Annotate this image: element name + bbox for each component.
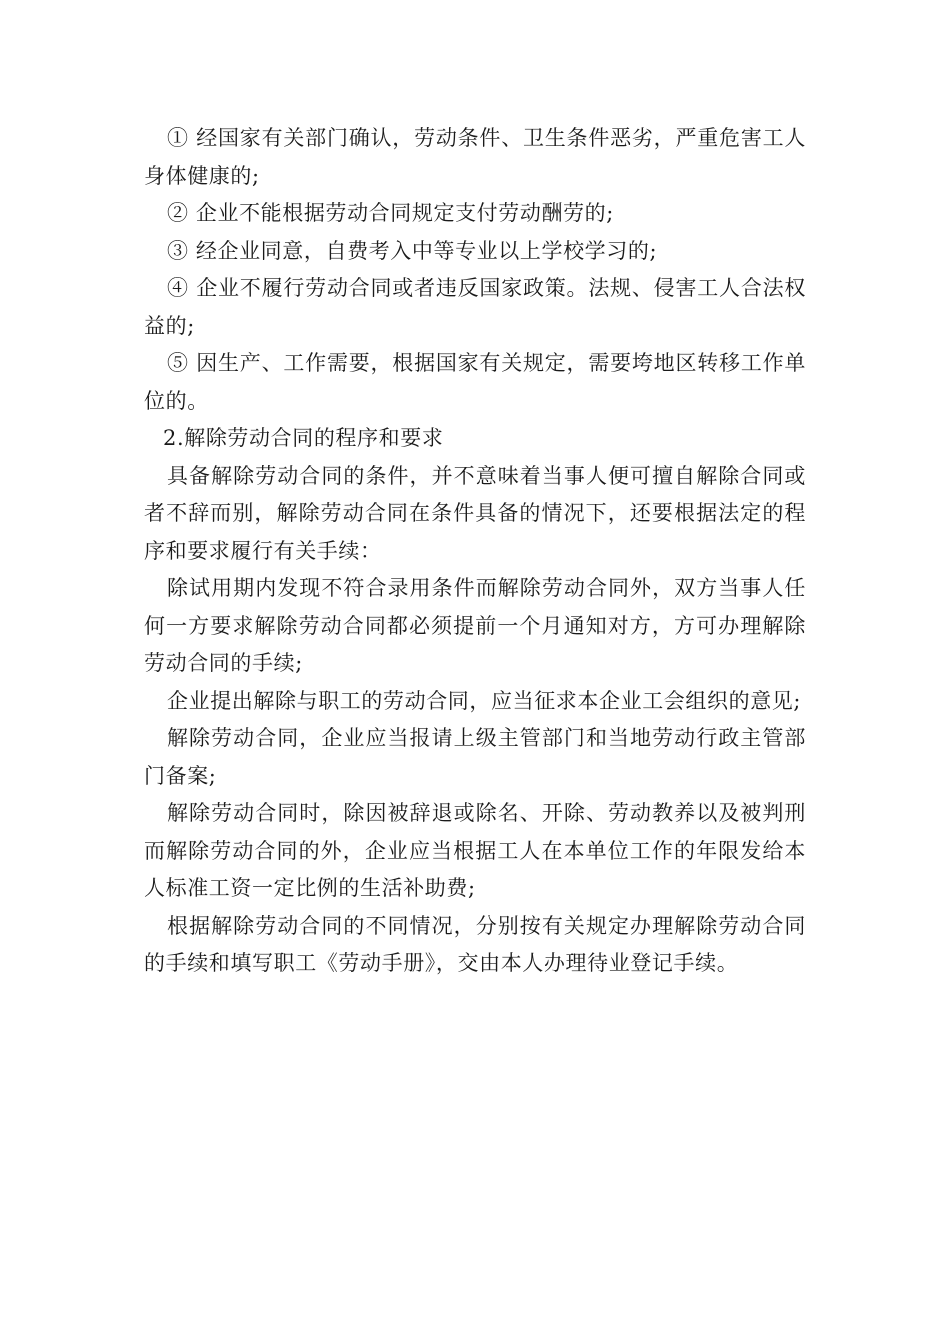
section-heading: 2.解除劳动合同的程序和要求 [163,426,444,450]
list-item-1: ① 经国家有关部门确认，劳动条件、卫生条件恶劣，严重危害工人身体健康的; [144,126,806,188]
paragraph-subsidy: 解除劳动合同时，除因被辞退或除名、开除、劳动教养以及被判刑而解除劳动合同的外，企业应当根据工人在本单位工作的年限发给本人标准工资一定比例的生活补助费; [144,801,806,900]
paragraph-intro: 具备解除劳动合同的条件，并不意味着当事人便可擅自解除合同或者不辞而别，解除劳动合同在条件具备的情况下，还要根据法定的程序和要求履行有关手续： [144,463,806,563]
paragraph-notice: 除试用期内发现不符合录用条件而解除劳动合同外，双方当事人任何一方要求解除劳动合同都必须提前一个月通知对方，方可办理解除劳动合同的手续; [144,576,806,675]
list-item-5: ⑤ 因生产、工作需要，根据国家有关规定，需要垮地区转移工作单位的。 [144,351,806,413]
paragraph-procedure: 根据解除劳动合同的不同情况，分别按有关规定办理解除劳动合同的手续和填写职工《劳动手册》，交由本人办理待业登记手续。 [144,913,806,975]
list-item-4: ④ 企业不履行劳动合同或者违反国家政策。法规、侵害工人合法权益的; [144,276,806,338]
paragraph-union: 企业提出解除与职工的劳动合同，应当征求本企业工会组织的意见; [167,688,802,713]
list-item-2: ② 企业不能根据劳动合同规定支付劳动酬劳的; [167,201,614,225]
paragraph-filing: 解除劳动合同，企业应当报请上级主管部门和当地劳动行政主管部门备案; [144,726,806,788]
document-body [144,120,806,983]
list-item-3: ③ 经企业同意，自费考入中等专业以上学校学习的; [167,238,658,263]
